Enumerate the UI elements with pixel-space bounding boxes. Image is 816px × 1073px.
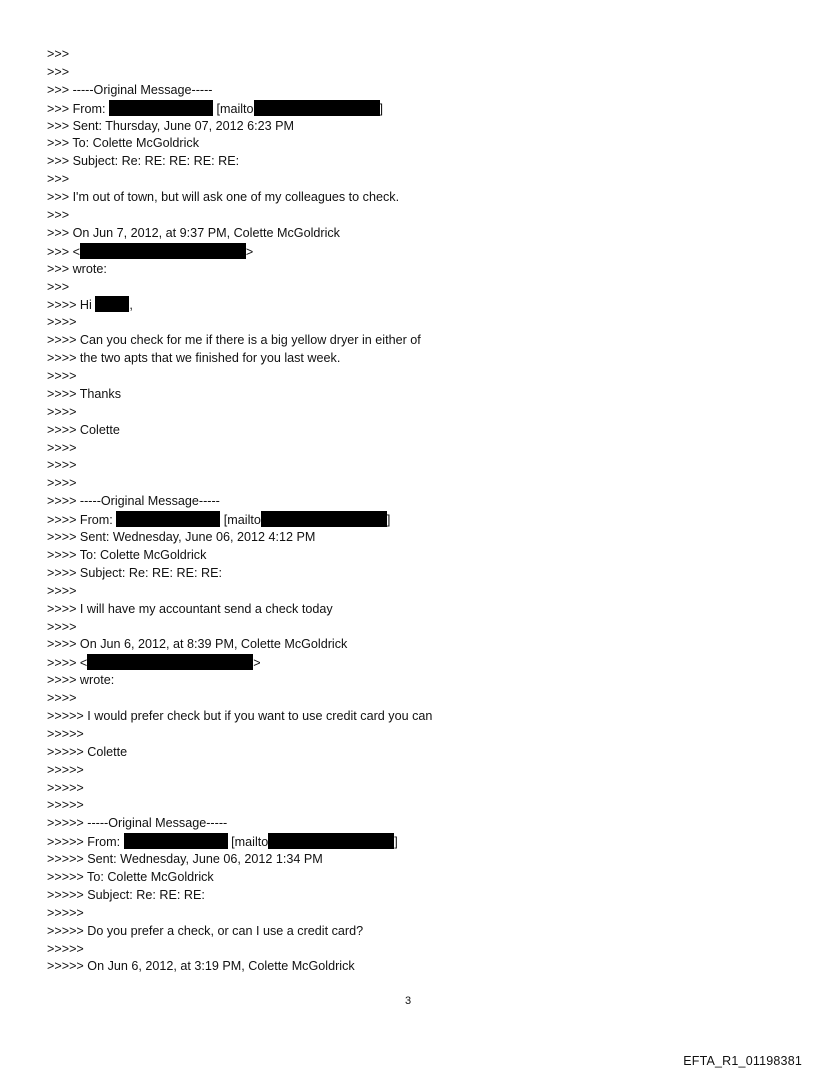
redaction-bar: [254, 100, 380, 116]
email-line: [47, 529, 787, 547]
redaction-bar: [268, 833, 394, 849]
email-line-text: >>>> Subject: Re: RE: RE: RE:: [47, 565, 222, 580]
email-line-text: >>>>>: [47, 905, 84, 920]
email-line: [47, 672, 787, 690]
email-line: [47, 82, 787, 100]
email-line: [47, 905, 787, 923]
email-line-text: >>> Subject: Re: RE: RE: RE: RE:: [47, 154, 240, 169]
email-line-text: >>>> On Jun 6, 2012, at 8:39 PM, Colette McGoldrick: [47, 637, 348, 652]
redaction-bar: [87, 654, 253, 670]
email-line: [47, 100, 787, 118]
email-line: [47, 64, 787, 82]
email-line: [47, 726, 787, 744]
email-line-text: >>>> Thanks: [47, 386, 121, 401]
page-number: 3: [404, 995, 412, 1007]
email-line-text: >>>>> From:: [47, 835, 124, 850]
email-line-text: >>>> Colette: [47, 422, 120, 437]
email-line: [47, 941, 787, 959]
email-line-text: >>> <: [47, 244, 80, 259]
email-line: [47, 923, 787, 941]
email-line: [47, 457, 787, 475]
email-line-text: >>>>: [47, 440, 77, 455]
email-line: [47, 601, 787, 619]
email-line: [47, 189, 787, 207]
email-line: [47, 869, 787, 887]
email-line-text: >>>>: [47, 315, 77, 330]
email-line: [47, 279, 787, 297]
email-line-text: >>>>>: [47, 941, 84, 956]
email-line-text: >>>> From:: [47, 513, 117, 528]
email-line-text: [mailto: [220, 513, 261, 528]
email-line-text: >: [245, 244, 254, 259]
email-line: [47, 440, 787, 458]
email-line-text: >>>>> -----Original Message-----: [47, 816, 228, 831]
email-line: [47, 815, 787, 833]
email-line: [47, 958, 787, 976]
email-line-text: >>>>: [47, 691, 77, 706]
email-line: [47, 511, 787, 529]
redaction-bar: [124, 833, 228, 849]
email-line-text: ,: [129, 298, 133, 313]
email-line-text: >>>: [47, 172, 70, 187]
email-line: [47, 636, 787, 654]
email-line: [47, 314, 787, 332]
email-line-text: >>> To: Colette McGoldrick: [47, 136, 200, 151]
email-line-text: >>>> -----Original Message-----: [47, 494, 220, 509]
redaction-bar: [116, 511, 220, 527]
redaction-bar: [109, 100, 213, 116]
email-line: [47, 493, 787, 511]
email-line-text: >>>>: [47, 404, 77, 419]
document-id-footer: EFTA_R1_01198381: [683, 1054, 802, 1068]
email-line-text: >>>>: [47, 458, 77, 473]
email-line-text: >>> wrote:: [47, 261, 107, 276]
email-line-text: >>> On Jun 7, 2012, at 9:37 PM, Colette McGoldrick: [47, 225, 340, 240]
email-line: [47, 887, 787, 905]
email-line: [47, 386, 787, 404]
email-line: [47, 171, 787, 189]
email-line: [47, 744, 787, 762]
email-line-text: >>>> Can you check for me if there is a big yellow dryer in either of: [47, 333, 421, 348]
email-line-text: >>>>: [47, 619, 77, 634]
email-line: [47, 690, 787, 708]
email-line-text: >>>> I will have my accountant send a check today: [47, 601, 333, 616]
email-line-text: >>>>> On Jun 6, 2012, at 3:19 PM, Colette McGoldrick: [47, 959, 355, 974]
email-line-text: >>> Sent: Thursday, June 07, 2012 6:23 PM: [47, 118, 295, 133]
email-line-text: >>>>>: [47, 762, 84, 777]
email-line: [47, 207, 787, 225]
email-line: [47, 833, 787, 851]
email-line-text: >>>>>: [47, 780, 84, 795]
email-line-text: >>>>> Sent: Wednesday, June 06, 2012 1:34 PM: [47, 852, 323, 867]
email-line-text: >>>>: [47, 369, 77, 384]
email-line: [47, 350, 787, 368]
email-line-text: >>>> Hi: [47, 298, 96, 313]
email-line: [47, 654, 787, 672]
email-line: [47, 547, 787, 565]
email-line: [47, 619, 787, 637]
email-line-text: ]: [379, 101, 384, 116]
email-line-text: >>>>> Subject: Re: RE: RE:: [47, 887, 205, 902]
email-line-text: >>>: [47, 47, 70, 61]
email-line: [47, 296, 787, 314]
email-line: [47, 422, 787, 440]
redaction-bar: [95, 296, 129, 312]
email-line: [47, 762, 787, 780]
email-line-text: >>>>>: [47, 798, 84, 813]
email-line-text: >>> -----Original Message-----: [47, 82, 213, 97]
email-line-text: >: [253, 656, 261, 671]
email-line-text: >>>>> Do you prefer a check, or can I use a credit card?: [47, 923, 364, 938]
redaction-bar: [80, 243, 246, 259]
email-line-text: >>>> <: [47, 656, 88, 671]
email-line-text: >>>> the two apts that we finished for you last week.: [47, 351, 341, 366]
email-line: [47, 565, 787, 583]
email-line: [47, 135, 787, 153]
email-line: [47, 332, 787, 350]
email-line-text: >>>>> Colette: [47, 744, 128, 759]
email-line-text: [mailto: [212, 101, 254, 116]
email-line: [47, 46, 787, 64]
email-line: [47, 118, 787, 136]
email-line: [47, 780, 787, 798]
email-line: [47, 261, 787, 279]
email-line-text: >>> I'm out of town, but will ask one of my colleagues to check.: [47, 190, 400, 205]
email-line-text: >>>: [47, 208, 70, 223]
email-line-text: >>> From:: [47, 101, 109, 116]
email-line-text: >>>>: [47, 583, 77, 598]
email-line-text: >>>> To: Colette McGoldrick: [47, 547, 207, 562]
email-line-text: >>>>> I would prefer check but if you want to use credit card you can: [47, 708, 433, 723]
email-thread-body: [47, 46, 787, 976]
email-line-text: ]: [394, 835, 398, 850]
email-line: [47, 708, 787, 726]
email-line-text: [mailto: [227, 835, 269, 850]
email-line-text: >>>: [47, 279, 70, 294]
email-line: [47, 851, 787, 869]
email-line: [47, 153, 787, 171]
email-line-text: >>>: [47, 64, 70, 79]
redaction-bar: [261, 511, 387, 527]
email-line: [47, 583, 787, 601]
email-line-text: ]: [386, 513, 391, 528]
email-line: [47, 368, 787, 386]
email-line-text: >>>> Sent: Wednesday, June 06, 2012 4:12 PM: [47, 530, 316, 545]
email-line: [47, 225, 787, 243]
email-line: [47, 404, 787, 422]
email-line-text: >>>>> To: Colette McGoldrick: [47, 869, 214, 884]
email-line: [47, 797, 787, 815]
email-line: [47, 243, 787, 261]
email-line: [47, 475, 787, 493]
email-line-text: >>>>: [47, 476, 77, 491]
email-line-text: >>>> wrote:: [47, 673, 115, 688]
email-line-text: >>>>>: [47, 726, 84, 741]
